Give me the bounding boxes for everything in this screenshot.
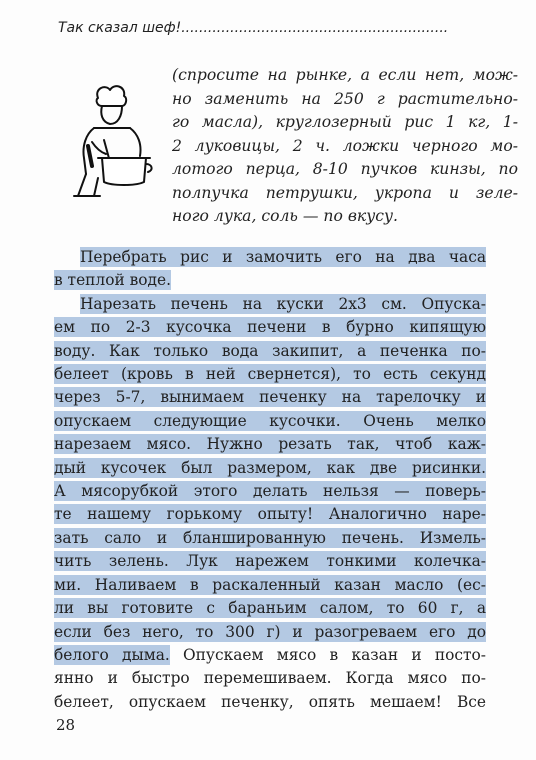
- ingredients-paragraph: [172, 64, 518, 229]
- highlighted-text[interactable]: в теплой воде.: [54, 271, 172, 290]
- body-line[interactable]: [54, 503, 486, 526]
- highlighted-text[interactable]: белого дыма.: [54, 645, 170, 664]
- recipe-body[interactable]: [54, 246, 486, 714]
- highlighted-text[interactable]: если без него, то 300 г) и разогреваем его до: [54, 622, 486, 641]
- body-line[interactable]: [54, 574, 486, 597]
- highlighted-text[interactable]: нарезаем мясо. Нужно резать так, чтоб каж-: [54, 435, 486, 454]
- plain-text[interactable]: янно и быстро перемешиваем. Когда мясо по-: [54, 669, 486, 688]
- highlighted-text[interactable]: белеет (кровь в ней свернется), то есть секунд: [54, 365, 486, 384]
- body-line[interactable]: [54, 527, 486, 550]
- highlighted-text[interactable]: опускаем следующие кусочки. Очень мелко: [54, 411, 486, 430]
- running-header: [58, 20, 488, 36]
- body-line[interactable]: [54, 340, 486, 363]
- page-number: 28: [56, 716, 76, 734]
- body-line[interactable]: [54, 667, 486, 690]
- body-line[interactable]: [54, 644, 486, 667]
- highlighted-text[interactable]: дый кусочек был размером, как две рисинки.: [54, 458, 486, 477]
- highlighted-text[interactable]: Перебрать рис и замочить его на два часа: [80, 248, 486, 266]
- body-line[interactable]: [54, 691, 486, 714]
- highlighted-text[interactable]: зать сало и бланшированную печень. Измель-: [54, 528, 486, 547]
- highlighted-text[interactable]: ми. Наливаем в раскаленный казан масло (ес-: [54, 575, 486, 594]
- body-line[interactable]: [54, 316, 486, 339]
- body-line[interactable]: [54, 433, 486, 456]
- highlighted-text[interactable]: чить зелень. Лук нарежем тонкими колечка-: [54, 552, 486, 571]
- body-line[interactable]: [54, 550, 486, 573]
- header-dots: ............................................................: [181, 20, 449, 36]
- ingredients-line: ного лука, соль — по вкусу.: [172, 207, 398, 225]
- body-line[interactable]: [54, 246, 486, 269]
- body-line[interactable]: [54, 293, 486, 316]
- chef-cooking-icon: [64, 82, 160, 200]
- plain-text[interactable]: белеет, опускаем печенку, опять мешаем! Все: [54, 692, 486, 711]
- ingredients-line: но заменить на 250 г растительно-: [172, 89, 518, 108]
- body-line[interactable]: [54, 269, 486, 292]
- body-line[interactable]: [54, 363, 486, 386]
- body-line[interactable]: [54, 621, 486, 644]
- body-line[interactable]: [54, 597, 486, 620]
- highlighted-text[interactable]: через 5-7, вынимаем печенку на тарелочку и: [54, 388, 486, 407]
- highlighted-text[interactable]: Нарезать печень на куски 2х3 см. Опуска-: [80, 294, 486, 313]
- body-line[interactable]: [54, 457, 486, 480]
- ingredients-line: полпучка петрушки, укропа и зеле-: [172, 183, 518, 202]
- header-title: Так сказал шеф!: [58, 20, 182, 36]
- ingredients-line: го масла), круглозерный рис 1 кг, 1-: [172, 113, 518, 131]
- ingredients-line: 2 луковицы, 2 ч. ложки черного мо-: [172, 136, 518, 155]
- ingredients-line: лотого перца, 8-10 пучков кинзы, по: [172, 160, 518, 178]
- highlighted-text[interactable]: воду. Как только вода закипит, а печенка по-: [54, 341, 486, 360]
- body-line[interactable]: [54, 386, 486, 409]
- body-line[interactable]: [54, 410, 486, 433]
- highlighted-text[interactable]: А мясорубкой этого делать нельзя — поверь-: [54, 482, 486, 501]
- highlighted-text[interactable]: ли вы готовите с бараньим салом, то 60 г, а: [54, 599, 486, 618]
- body-line[interactable]: [54, 480, 486, 503]
- highlighted-text[interactable]: ем по 2-3 кусочка печени в бурно кипящую: [54, 318, 486, 337]
- ingredients-line: (спросите на рынке, а если нет, мож-: [172, 66, 518, 84]
- highlighted-text[interactable]: те нашему горькому опыту! Аналогично наре-: [54, 505, 486, 524]
- plain-text[interactable]: Опускаем мясо в казан и посто-: [169, 645, 487, 664]
